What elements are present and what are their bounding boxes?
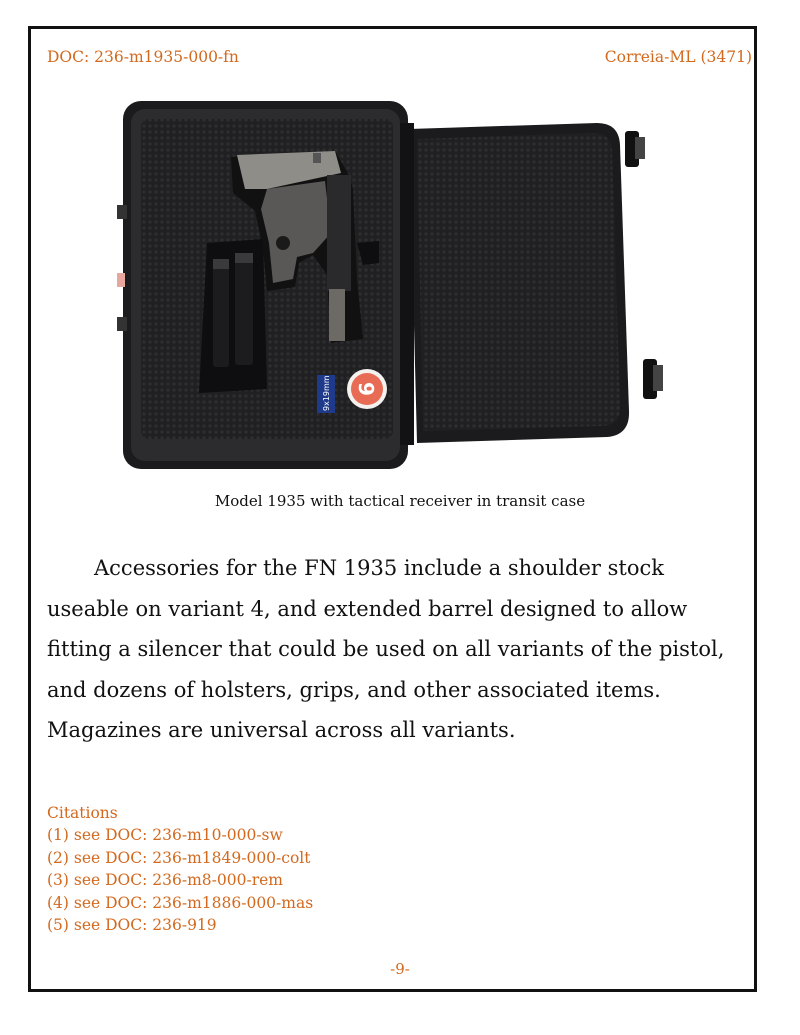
page-number: -9- — [390, 960, 410, 978]
citations — [47, 802, 313, 936]
figure-caption: Model 1935 with tactical receiver in transit case — [214, 492, 586, 510]
citation-item: (5) see DOC: 236-919 — [47, 916, 217, 935]
caliber-label-text: 9x19mm — [322, 375, 331, 411]
citation-item: (4) see DOC: 236-m1886-000-mas — [47, 893, 314, 912]
body-line: and dozens of holsters, grips, and other associated items. — [47, 677, 661, 702]
body-line: Accessories for the FN 1935 include a shoulder stock — [94, 556, 664, 580]
transit-case-photo — [117, 93, 683, 474]
doc-id: DOC: 236-m1935-000-fn — [47, 48, 239, 66]
citation-item: (2) see DOC: 236-m1849-000-colt — [47, 848, 311, 867]
sticker-number: 9 — [354, 382, 378, 396]
body-paragraph — [47, 548, 767, 751]
body-line: Magazines are universal across all variants. — [47, 718, 516, 742]
body-line: fitting a silencer that could be used on all variants of the pistol, — [47, 637, 725, 661]
body-line: useable on variant 4, and extended barrel designed to allow — [47, 596, 688, 621]
citation-item: (3) see DOC: 236-m8-000-rem — [47, 871, 283, 890]
author-tag: Correia-ML (3471) — [604, 48, 752, 66]
citations-title: Citations — [47, 804, 118, 822]
citation-item: (1) see DOC: 236-m10-000-sw — [47, 826, 283, 845]
